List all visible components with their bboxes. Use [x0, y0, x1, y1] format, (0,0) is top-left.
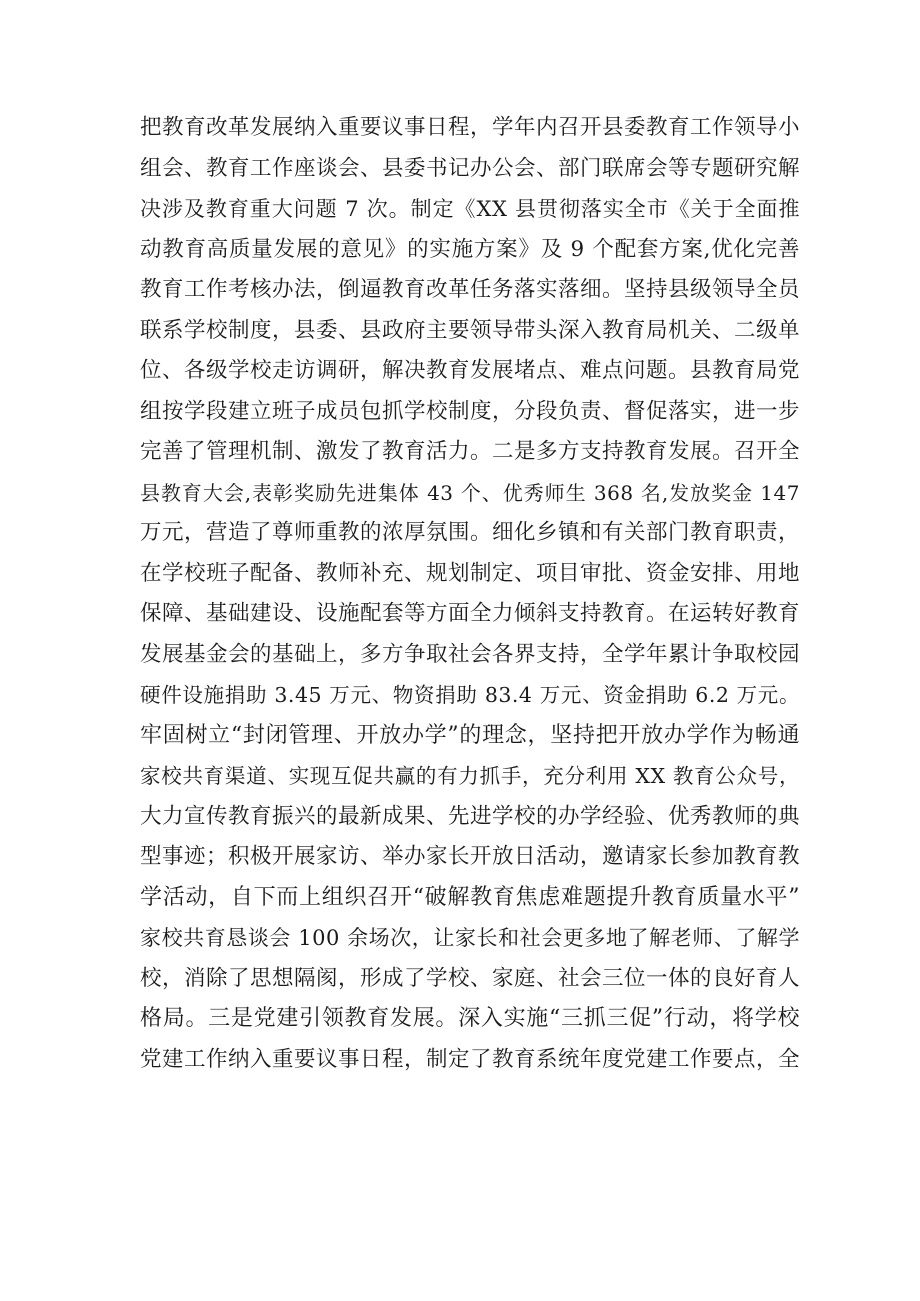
text-line: 大力宣传教育振兴的最新成果、先进学校的办学经验、优秀教师的典	[140, 803, 801, 829]
text-line: 学活动，自下而上组织召开“破解教育焦虑难题提升教育质量水平”	[140, 884, 800, 910]
text-line: 动教育高质量发展的意见》的实施方案》及 9 个配套方案,优化完善	[140, 236, 800, 262]
text-line: 格局。三是党建引领教育发展。深入实施“三抓三促”行动，将学校	[140, 1006, 800, 1031]
text-line: 位、各级学校走访调研，解决教育发展堵点、难点问题。县教育局党	[140, 358, 801, 383]
text-line: 完善了管理机制、激发了教育活力。二是多方支持教育发展。召开全	[140, 439, 801, 464]
text-line: 硬件设施捐助 3.45 万元、物资捐助 83.4 万元、资金捐助 6.2 万元。	[140, 683, 800, 707]
text-line: 校，消除了思想隔阂，形成了学校、家庭、社会三位一体的良好育人	[140, 965, 801, 991]
text-line: 家校共育渠道、实现互促共赢的有力抓手，充分利用 XX 教育公众号，	[140, 764, 800, 788]
text-line: 决涉及教育重大问题 7 次。制定《XX 县贯彻落实全市《关于全面推	[140, 197, 800, 221]
body-text	[140, 108, 800, 1080]
text-line: 组会、教育工作座谈会、县委书记办公会、部门联席会等专题研究解	[140, 155, 801, 181]
text-line: 县教育大会,表彰奖励先进集体 43 个、优秀师生 368 名,发放奖金 147	[140, 480, 800, 505]
text-line: 把教育改革发展纳入重要议事日程，学年内召开县委教育工作领导小	[140, 115, 801, 140]
text-line: 家校共育恳谈会 100 余场次，让家长和社会更多地了解老师、了解学	[140, 926, 800, 950]
text-line: 联系学校制度，县委、县政府主要领导带头深入教育局机关、二级单	[140, 317, 801, 343]
text-line: 在学校班子配备、教师补充、规划制定、项目审批、资金安排、用地	[140, 560, 801, 586]
text-line: 党建工作纳入重要议事日程，制定了教育系统年度党建工作要点，全	[140, 1046, 801, 1072]
text-line: 牢固树立“封闭管理、开放办学”的理念，坚持把开放办学作为畅通	[140, 722, 800, 748]
text-line: 发展基金会的基础上，多方争取社会各界支持，全学年累计争取校园	[140, 641, 801, 667]
text-line: 组按学段建立班子成员包抓学校制度，分段负责、督促落实，进一步	[140, 398, 801, 424]
text-line: 保障、基础建设、设施配套等方面全力倾斜支持教育。在运转好教育	[140, 601, 801, 626]
text-line: 教育工作考核办法，倒逼教育改革任务落实落细。坚持县级领导全员	[140, 277, 801, 302]
text-line: 型事迹；积极开展家访、举办家长开放日活动，邀请家长参加教育教	[140, 844, 801, 869]
text-line: 万元，营造了尊师重教的浓厚氛围。细化乡镇和有关部门教育职责，	[140, 520, 801, 545]
